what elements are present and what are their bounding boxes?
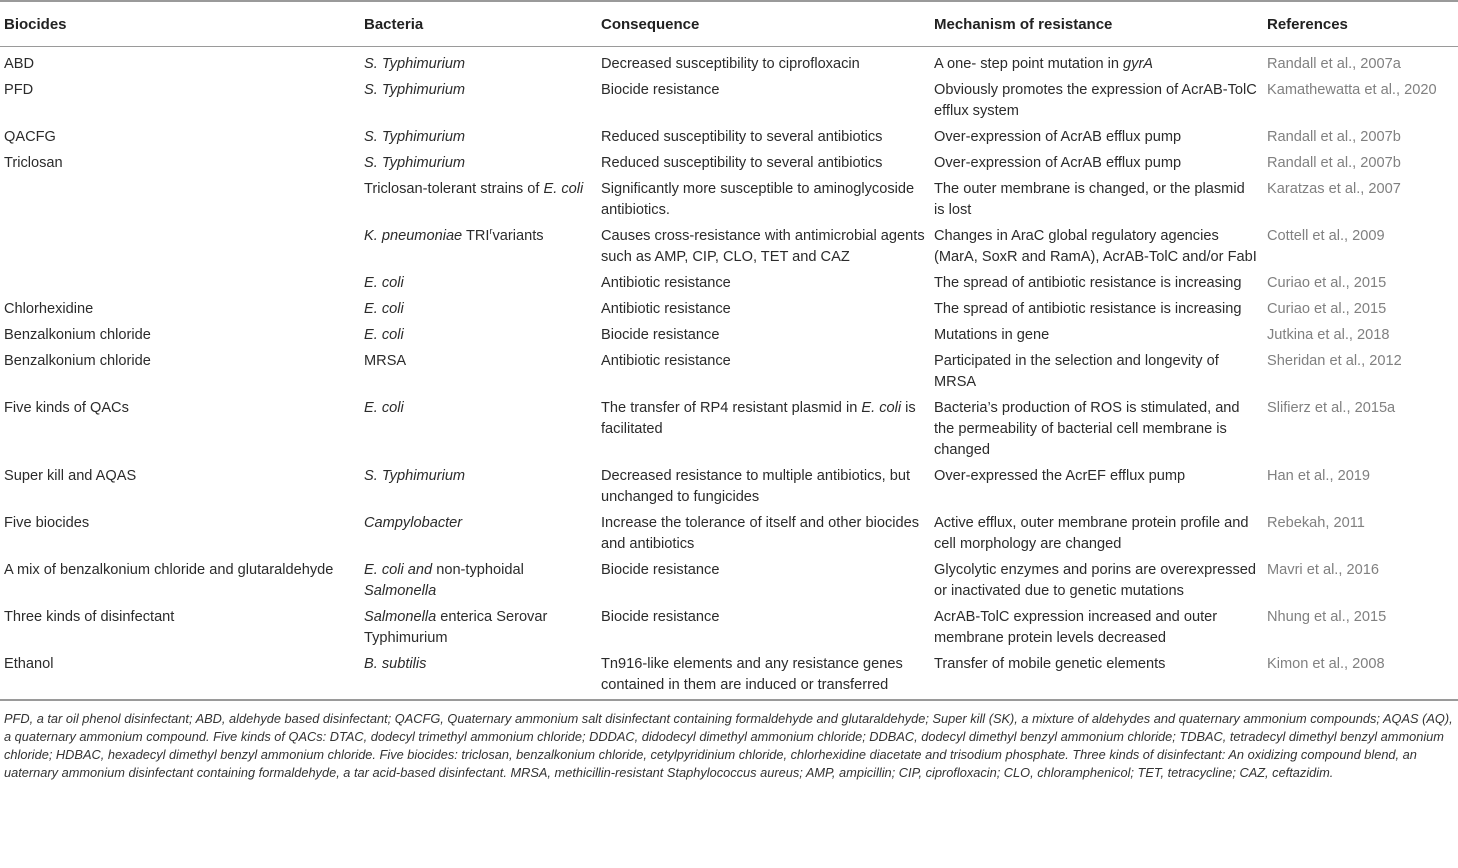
- cell-biocide: ABD: [4, 56, 35, 72]
- cell-biocide: Ethanol: [4, 656, 54, 672]
- cell-mechanism: Obviously promotes the expression of AcrAB-TolC efflux system: [934, 82, 1257, 119]
- cell-bacteria: S. Typhimurium: [364, 155, 466, 171]
- cell-consequence: Biocide resistance: [601, 562, 720, 578]
- cell-reference[interactable]: Mavri et al., 2016: [1267, 562, 1379, 578]
- cell-bacteria: K. pneumoniae TRI$^r$variants: [364, 226, 544, 244]
- cell-consequence: Biocide resistance: [601, 609, 720, 625]
- cell-consequence: Increase the tolerance of itself and other biocides and antibiotics: [601, 515, 920, 552]
- cell-consequence: Antibiotic resistance: [601, 353, 731, 369]
- cell-bacteria: S. Typhimurium: [364, 468, 466, 484]
- cell-mechanism: Bacteria’s production of ROS is stimulated, and the permeability of bacterial cell membrane is changed: [934, 400, 1240, 458]
- cell-biocide: Super kill and AQAS: [4, 468, 137, 484]
- table-row: [0, 463, 1458, 510]
- cell-biocide: Benzalkonium chloride: [4, 353, 151, 369]
- cell-bacteria: E. coli: [364, 400, 404, 416]
- table-row: [0, 296, 1458, 322]
- cell-bacteria: E. coli: [364, 275, 404, 291]
- cell-reference[interactable]: Randall et al., 2007b: [1267, 155, 1401, 171]
- table-row: [0, 322, 1458, 348]
- cell-consequence: Reduced susceptibility to several antibiotics: [601, 129, 883, 145]
- cell-consequence: Decreased susceptibility to ciprofloxacin: [601, 56, 860, 72]
- table-row: [0, 150, 1458, 176]
- cell-biocide: Triclosan: [4, 155, 63, 171]
- cell-biocide: Five kinds of QACs: [4, 400, 129, 416]
- header-biocides: Biocides: [0, 1, 360, 47]
- cell-mechanism: Changes in AraC global regulatory agencies (MarA, SoxR and RamA), AcrAB-TolC and/or FabI: [934, 228, 1257, 265]
- table-row: [0, 557, 1458, 604]
- cell-reference[interactable]: Rebekah, 2011: [1267, 515, 1365, 531]
- cell-biocide: A mix of benzalkonium chloride and glutaraldehyde: [4, 562, 334, 578]
- header-bacteria: Bacteria: [360, 1, 597, 47]
- cell-mechanism: Over-expression of AcrAB efflux pump: [934, 155, 1182, 171]
- cell-reference[interactable]: Randall et al., 2007a: [1267, 56, 1401, 72]
- cell-bacteria: Triclosan-tolerant strains of E. coli: [364, 181, 584, 197]
- cell-bacteria: S. Typhimurium: [364, 129, 466, 145]
- cell-mechanism: Over-expressed the AcrEF efflux pump: [934, 468, 1186, 484]
- cell-biocide: PFD: [4, 82, 34, 98]
- table-header: [0, 1, 1458, 47]
- cell-bacteria: B. subtilis: [364, 656, 427, 672]
- cell-mechanism: Mutations in gene: [934, 327, 1050, 343]
- cell-mechanism: Active efflux, outer membrane protein profile and cell morphology are changed: [934, 515, 1249, 552]
- cell-consequence: Antibiotic resistance: [601, 275, 731, 291]
- cell-consequence: Reduced susceptibility to several antibiotics: [601, 155, 883, 171]
- cell-mechanism: The spread of antibiotic resistance is increasing: [934, 301, 1242, 317]
- cell-consequence: Tn916-like elements and any resistance genes contained in them are induced or transferred: [601, 656, 903, 693]
- cell-mechanism: Glycolytic enzymes and porins are overexpressed or inactivated due to genetic mutations: [934, 562, 1257, 599]
- cell-reference[interactable]: Han et al., 2019: [1267, 468, 1371, 484]
- cell-reference[interactable]: Cottell et al., 2009: [1267, 228, 1385, 244]
- cell-bacteria: MRSA: [364, 353, 407, 369]
- table-row: [0, 270, 1458, 296]
- cell-reference[interactable]: Slifierz et al., 2015a: [1267, 400, 1396, 416]
- cell-consequence: The transfer of RP4 resistant plasmid in E. coli is facilitated: [601, 400, 916, 437]
- header-mechanism: Mechanism of resistance: [930, 1, 1263, 47]
- cell-bacteria: S. Typhimurium: [364, 82, 466, 98]
- table-row: [0, 223, 1458, 270]
- cell-consequence: Causes cross-resistance with antimicrobial agents such as AMP, CIP, CLO, TET and CAZ: [601, 228, 925, 265]
- cell-reference[interactable]: Curiao et al., 2015: [1267, 275, 1387, 291]
- table-row: [0, 124, 1458, 150]
- cell-mechanism: AcrAB-TolC expression increased and outer membrane protein levels decreased: [934, 609, 1218, 646]
- cell-bacteria: E. coli: [364, 301, 404, 317]
- cell-bacteria: Campylobacter: [364, 515, 463, 531]
- cell-reference[interactable]: Kamathewatta et al., 2020: [1267, 82, 1437, 98]
- cell-consequence: Antibiotic resistance: [601, 301, 731, 317]
- table-body: [0, 47, 1458, 700]
- cell-biocide: Benzalkonium chloride: [4, 327, 151, 343]
- cell-biocide: Five biocides: [4, 515, 90, 531]
- table-row: [0, 604, 1458, 651]
- cell-biocide: [0, 270, 360, 296]
- cell-consequence: Significantly more susceptible to aminoglycoside antibiotics.: [601, 181, 915, 218]
- table-row: [0, 176, 1458, 223]
- cell-mechanism: The outer membrane is changed, or the plasmid is lost: [934, 181, 1245, 218]
- cell-biocide: [0, 176, 360, 223]
- cell-consequence: Biocide resistance: [601, 327, 720, 343]
- cell-bacteria: S. Typhimurium: [364, 56, 466, 72]
- cell-reference[interactable]: Nhung et al., 2015: [1267, 609, 1387, 625]
- header-row: [0, 1, 1458, 47]
- cell-reference[interactable]: Karatzas et al., 2007: [1267, 181, 1401, 197]
- cell-reference[interactable]: Jutkina et al., 2018: [1267, 327, 1390, 343]
- cell-bacteria: Salmonella enterica Serovar Typhimurium: [364, 609, 548, 646]
- cell-biocide: [0, 223, 360, 270]
- table-row: [0, 510, 1458, 557]
- cell-mechanism: The spread of antibiotic resistance is increasing: [934, 275, 1242, 291]
- cell-bacteria: E. coli and non-typhoidal Salmonella: [364, 562, 524, 599]
- cell-biocide: Chlorhexidine: [4, 301, 94, 317]
- cell-reference[interactable]: Sheridan et al., 2012: [1267, 353, 1402, 369]
- table-footnote: PFD, a tar oil phenol disinfectant; ABD, aldehyde based disinfectant; QACFG, Quaternary ammonium salt disinfectant containing formaldehyde and glutaraldehyde; Super kill (SK), a mixture of aldehydes and quaternary ammonium compounds; AQAS (AQ), a quaternary ammonium compound. Five kinds of QACs: DTAC, dodecyl trimethyl ammonium chloride; DDDAC, didodecyl dimethyl ammonium chloride; DDBAC, dodecyl dimethyl benzyl ammonium chloride; TDBAC, tetradecyl dimethyl benzyl ammonium chloride; HDBAC, hexadecyl dimethyl benzyl ammonium chloride. Five biocides: triclosan, benzalkonium chloride, cetylpyridinium chloride, chlorhexidine diacetate and trisodium phosphate. Three kinds of disinfectant: An oxidizing compound blend, an uaternary ammonium disinfectant containing formaldehyde, a tar acid-based disinfectant. MRSA, methicillin-resistant Staphylococcus aureus; AMP, ampicillin; CIP, ciprofloxacin; CLO, chloramphenicol; TET, tetracycline; CAZ, ceftazidim.: [0, 700, 1458, 782]
- cell-biocide: QACFG: [4, 129, 56, 145]
- cell-mechanism: Over-expression of AcrAB efflux pump: [934, 129, 1182, 145]
- header-consequence: Consequence: [597, 1, 930, 47]
- cell-consequence: Decreased resistance to multiple antibiotics, but unchanged to fungicides: [601, 468, 911, 505]
- table-row: [0, 395, 1458, 463]
- cell-mechanism: A one- step point mutation in gyrA: [934, 56, 1154, 72]
- cell-reference[interactable]: Kimon et al., 2008: [1267, 656, 1385, 672]
- table-row: [0, 47, 1458, 78]
- table-row: [0, 348, 1458, 395]
- table-row: [0, 77, 1458, 124]
- cell-bacteria: E. coli: [364, 327, 404, 343]
- cell-mechanism: Transfer of mobile genetic elements: [934, 656, 1166, 672]
- cell-mechanism: Participated in the selection and longevity of MRSA: [934, 353, 1219, 390]
- cell-consequence: Biocide resistance: [601, 82, 720, 98]
- cell-reference[interactable]: Randall et al., 2007b: [1267, 129, 1401, 145]
- header-references: References: [1263, 1, 1458, 47]
- table-row: [0, 651, 1458, 700]
- cell-biocide: Three kinds of disinfectant: [4, 609, 175, 625]
- cell-reference[interactable]: Curiao et al., 2015: [1267, 301, 1387, 317]
